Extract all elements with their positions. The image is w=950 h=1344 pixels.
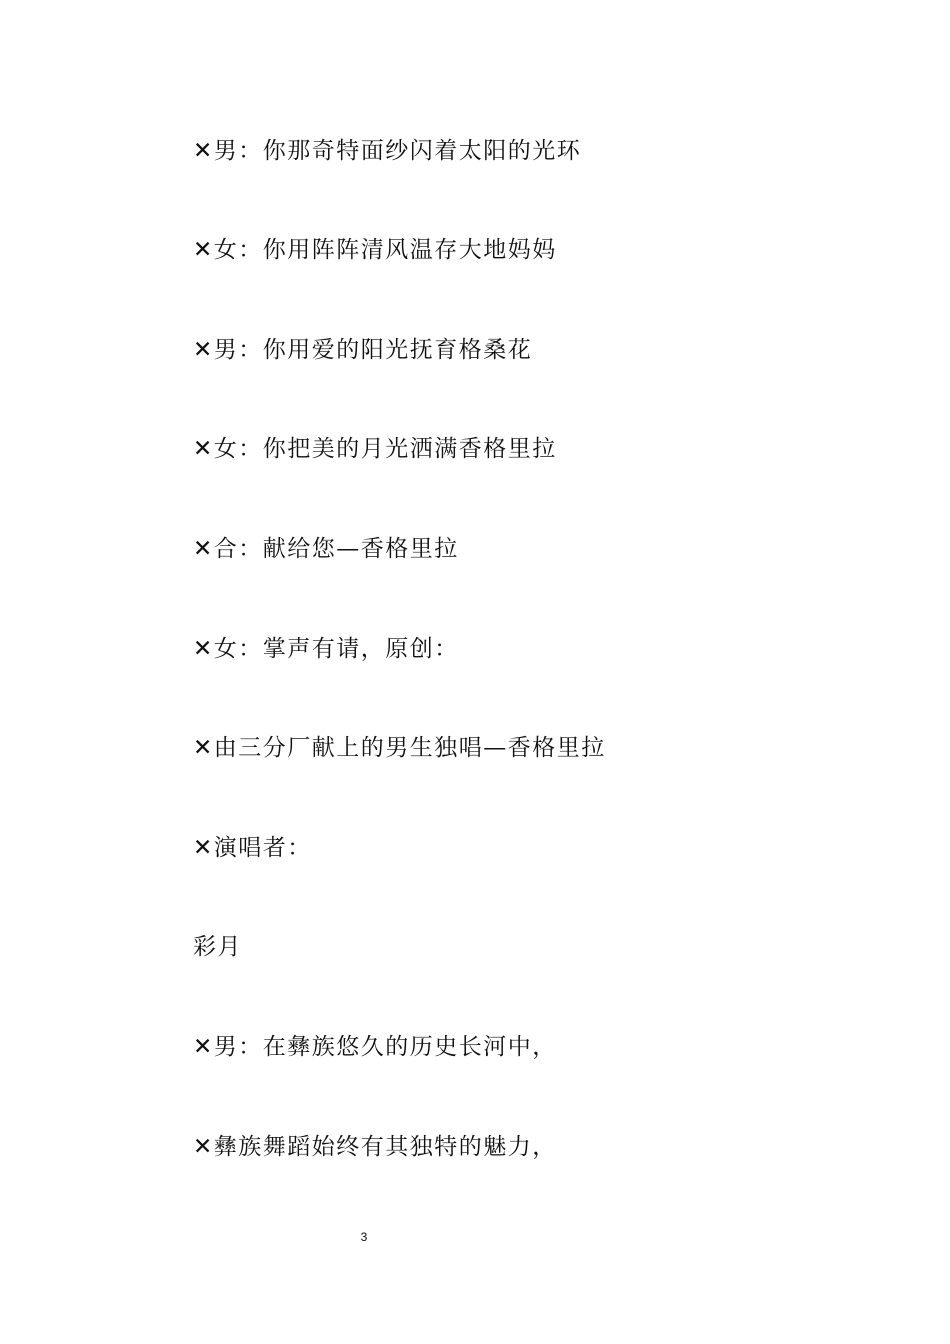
text-line: ✕彝族舞蹈始终有其独特的魅力， — [193, 1134, 557, 1160]
text-line: ✕男：在彝族悠久的历史长河中， — [193, 1034, 557, 1060]
text-line: ✕男：你那奇特面纱闪着太阳的光环 — [193, 138, 582, 164]
text-line: ✕由三分厂献上的男生独唱—香格里拉 — [193, 735, 606, 761]
text-line: ✕合：献给您—香格里拉 — [193, 536, 459, 562]
text-line: ✕女：你把美的月光洒满香格里拉 — [193, 436, 557, 462]
text-line: ✕男：你用爱的阳光抚育格桑花 — [193, 337, 533, 363]
text-line: ✕女：你用阵阵清风温存大地妈妈 — [193, 237, 557, 263]
text-line: 彩月 — [193, 934, 242, 960]
text-line: ✕演唱者： — [193, 835, 312, 861]
text-line: ✕女：掌声有请，原创： — [193, 636, 459, 662]
page-number: 3 — [360, 1230, 368, 1244]
